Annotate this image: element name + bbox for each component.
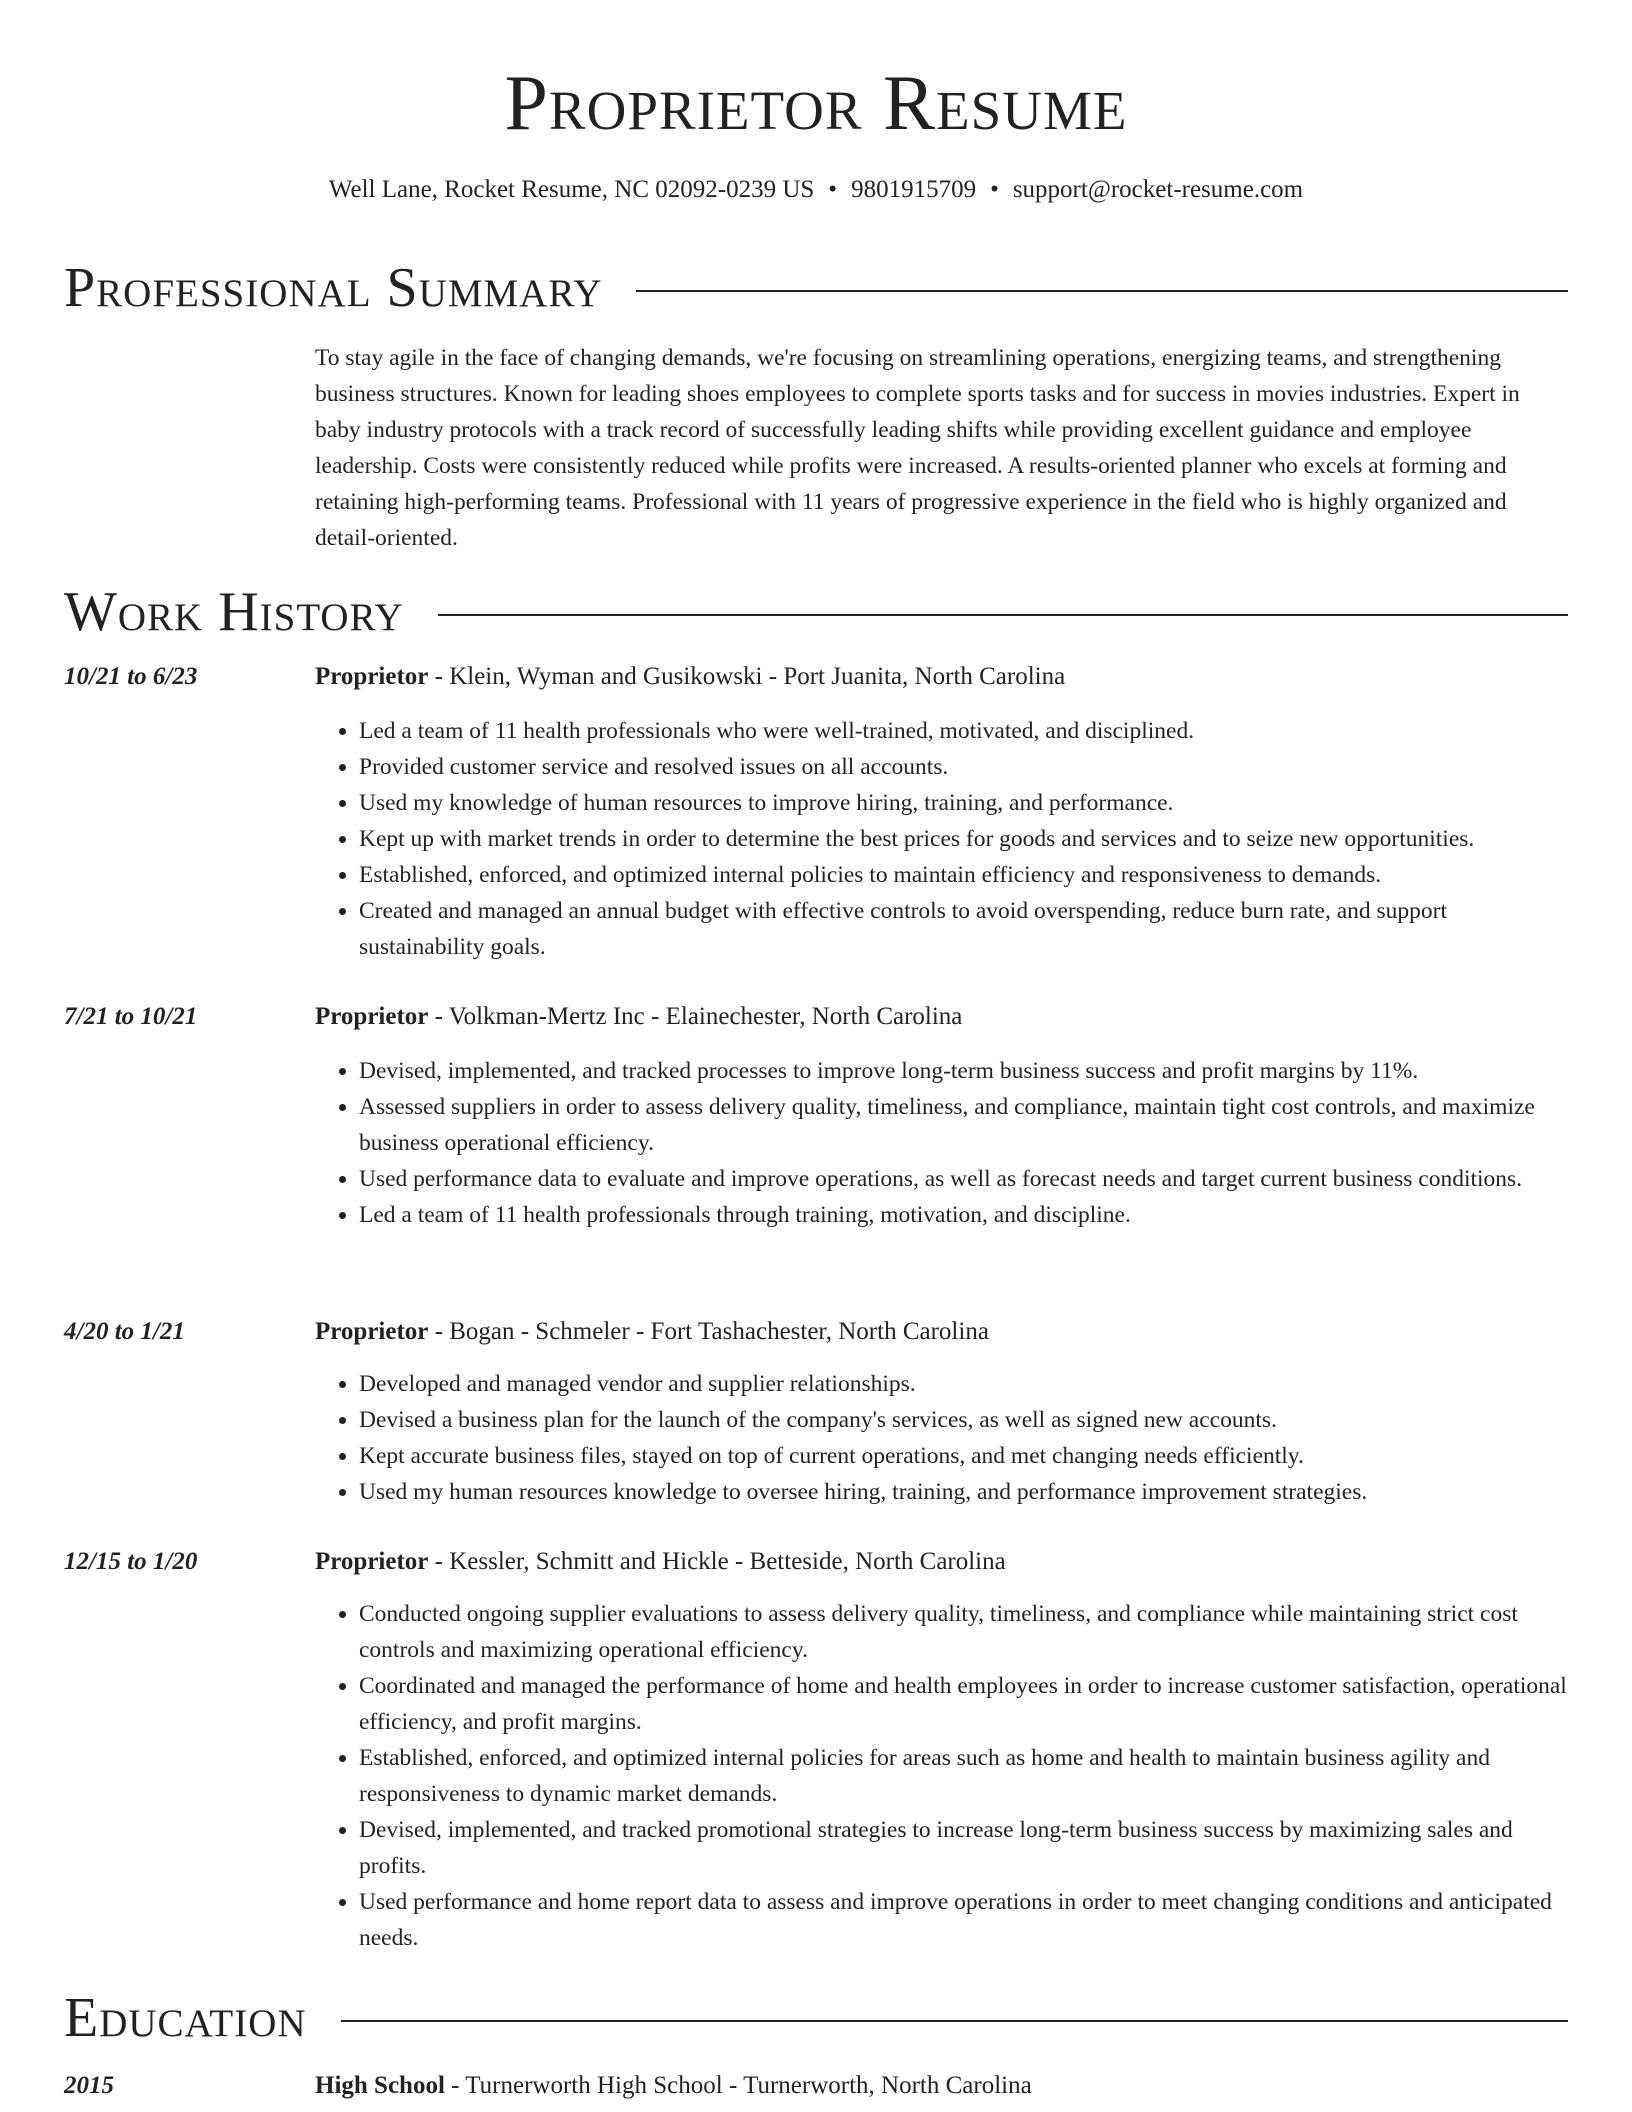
contact-phone: 9801915709 [851,176,977,203]
job-bullet: • Created and managed an annual budget with effective controls to avoid overspending, reduce burn rate, and support sustainability goals. [359,893,1568,965]
job-bullets [315,1053,1568,1233]
job-details: - Kessler, Schmitt and Hickle - Betteside, North Carolina [428,1548,1006,1575]
job-title: Proprietor [315,1318,429,1345]
job-bullet: • Conducted ongoing supplier evaluations to assess delivery quality, timeliness, and compliance while maintaining strict cost controls and maximizing operational efficiency. [359,1596,1568,1668]
job-bullet: • Developed and managed vendor and supplier relationships. [359,1366,1568,1402]
section-title-work: Work History [64,581,404,643]
job-bullet: • Devised, implemented, and tracked promotional strategies to increase long-term business success by maximizing sales and profits. [359,1812,1568,1884]
education-degree: High School [315,2072,445,2099]
job-dates: 10/21 to 6/23 [64,663,198,690]
resume-title: Proprietor Resume [504,59,1128,146]
job-bullet: • Kept accurate business files, stayed on top of current operations, and met changing needs efficiently. [359,1438,1568,1474]
job-header [315,1546,1006,1578]
education-details: - Turnerworth High School - Turnerworth, North Carolina [444,2072,1032,2099]
contact-separator: • [828,176,838,203]
contact-line [0,174,1632,206]
job-bullet: • Used performance data to evaluate and improve operations, as well as forecast needs and target current business conditions. [359,1161,1568,1197]
job-bullet: • Kept up with market trends in order to determine the best prices for goods and services and to seize new opportunities. [359,821,1568,857]
job-title: Proprietor [315,663,429,690]
job-dates: 4/20 to 1/21 [64,1318,185,1345]
contact-separator: • [990,176,999,203]
job-bullet: • Used performance and home report data to assess and improve operations in order to meet changing conditions and anticipated needs. [359,1884,1568,1956]
job-header [315,661,1065,693]
job-bullet: • Led a team of 11 health professionals who were well-trained, motivated, and disciplined. [359,713,1568,749]
job-bullet: • Used my human resources knowledge to oversee hiring, training, and performance improvement strategies. [359,1474,1568,1510]
summary-paragraph: To stay agile in the face of changing demands, we're focusing on streamlining operations, energizing teams, and strengthening business structures. Known for leading shoes employees to complete sports tasks and for success in movies industries. Expert in baby industry protocols with a track record of successfully leading shifts while providing excellent guidance and employee leadership. Costs were consistently reduced while profits were increased. A results-oriented planner who excels at forming and retaining high-performing teams. Professional with 11 years of progressive experience in the field who is highly organized and detail-oriented. [315,345,1520,551]
job-bullet: • Devised, implemented, and tracked processes to improve long-term business success and profit margins by 11%. [359,1053,1568,1089]
section-title-summary: Professional Summary [64,257,603,319]
job-title: Proprietor [315,1003,429,1030]
job-bullet: • Coordinated and managed the performance of home and health employees in order to increase customer satisfaction, operational efficiency, and profit margins. [359,1668,1568,1740]
education-dates: 2015 [64,2072,114,2099]
section-divider [636,290,1568,292]
section-heading-work [64,582,1568,642]
section-heading-summary [64,258,1568,318]
job-bullet: • Assessed suppliers in order to assess delivery quality, timeliness, and compliance, maintain tight cost controls, and maximize business operational efficiency. [359,1089,1568,1161]
section-heading-education [64,1988,1568,2048]
education-header [315,2070,1032,2102]
job-bullet: • Established, enforced, and optimized internal policies to maintain efficiency and responsiveness to demands. [359,857,1568,893]
contact-address: Well Lane, Rocket Resume, NC 02092-0239 US [328,176,815,203]
job-details: - Klein, Wyman and Gusikowski - Port Juanita, North Carolina [428,663,1066,690]
job-header [315,1316,989,1348]
job-bullet: • Provided customer service and resolved issues on all accounts. [359,749,1568,785]
job-dates: 7/21 to 10/21 [64,1003,198,1030]
job-bullet: • Established, enforced, and optimized internal policies for areas such as home and health to maintain business agility and responsiveness to dynamic market demands. [359,1740,1568,1812]
job-bullets [315,713,1568,965]
job-bullets [315,1596,1568,1956]
job-bullet: • Used my knowledge of human resources to improve hiring, training, and performance. [359,785,1568,821]
job-bullet: • Devised a business plan for the launch of the company's services, as well as signed new accounts. [359,1402,1568,1438]
job-details: - Bogan - Schmeler - Fort Tashachester, North Carolina [428,1318,989,1345]
job-details: - Volkman-Mertz Inc - Elainechester, North Carolina [428,1003,963,1030]
job-bullet: • Led a team of 11 health professionals through training, motivation, and discipline. [359,1197,1568,1233]
job-header [315,1001,962,1033]
section-divider [341,2020,1568,2022]
job-dates: 12/15 to 1/20 [64,1548,198,1575]
section-divider [438,614,1568,616]
job-bullets [315,1366,1568,1510]
job-title: Proprietor [315,1548,429,1575]
contact-email: support@rocket-resume.com [1012,176,1304,203]
section-title-education: Education [64,1987,307,2049]
